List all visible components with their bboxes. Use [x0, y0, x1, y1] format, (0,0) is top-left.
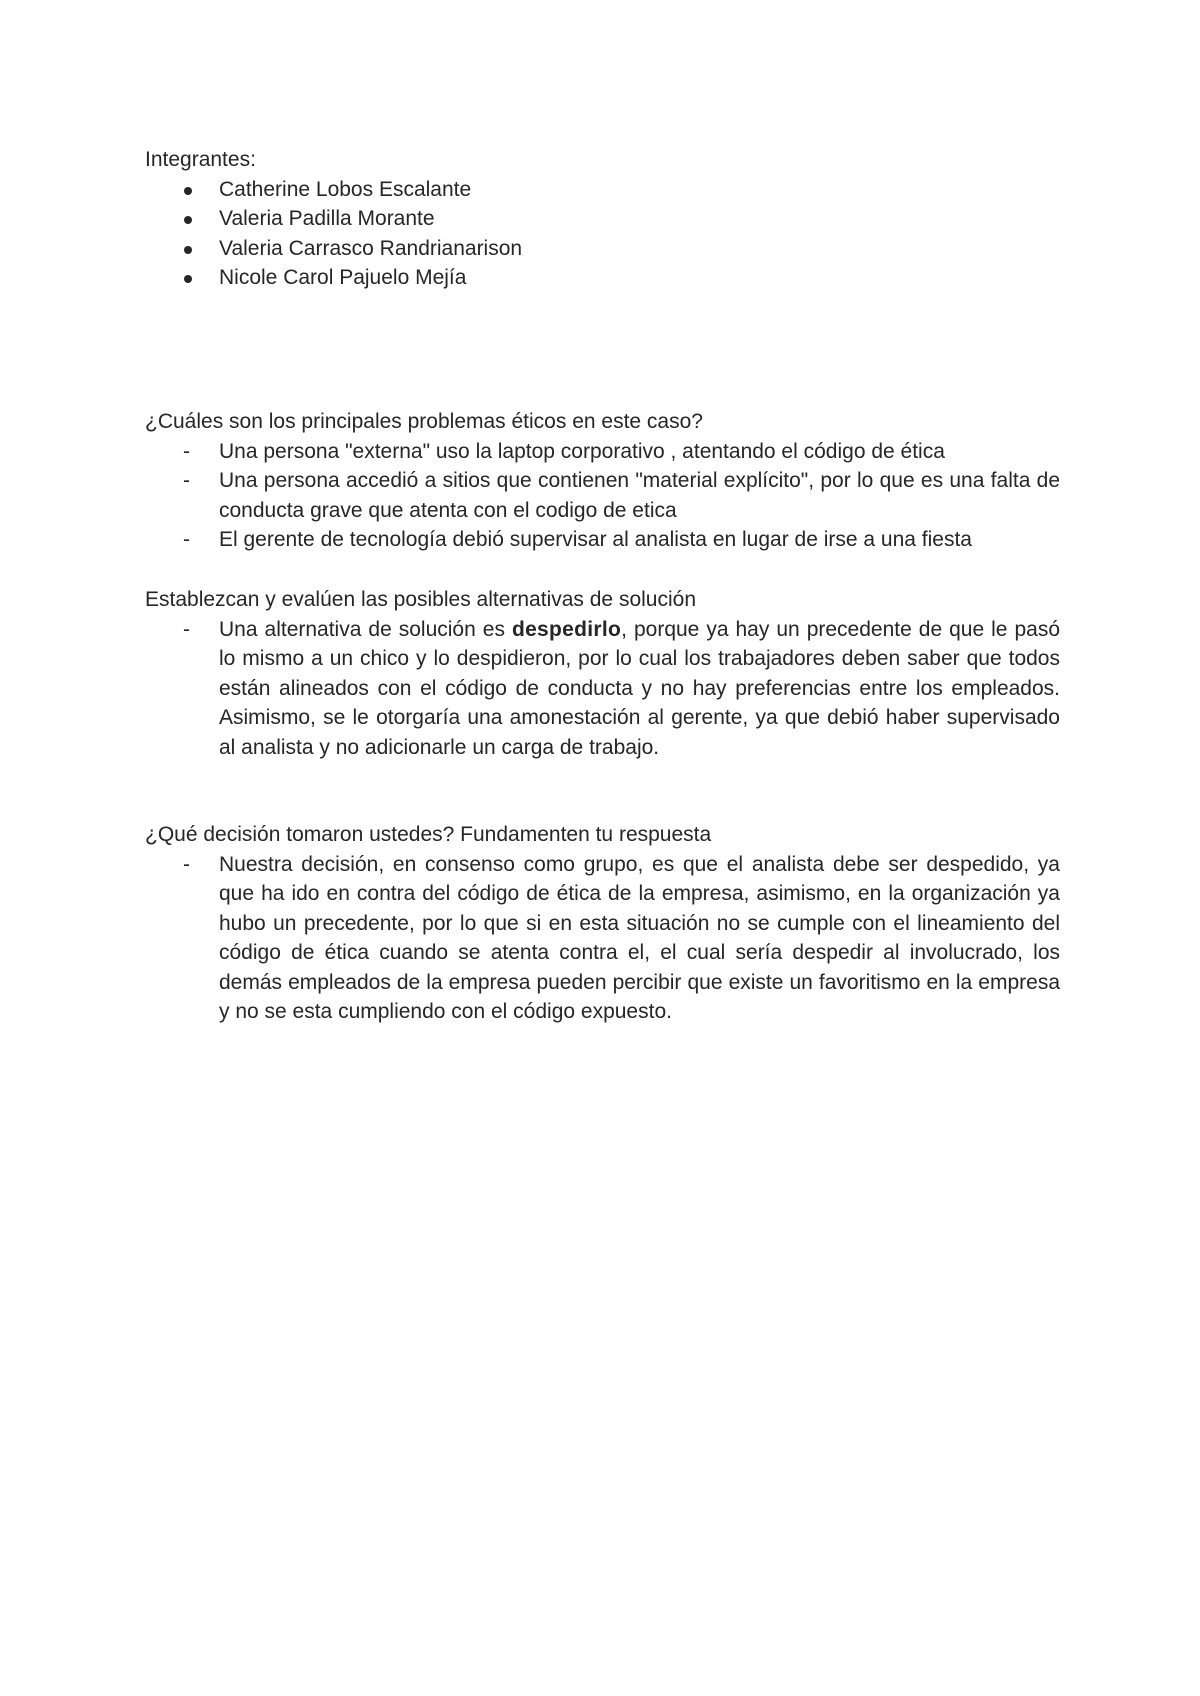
question3-list-item	[145, 850, 1060, 1027]
members-heading: Integrantes:	[145, 148, 256, 171]
members-section	[145, 145, 1060, 293]
question1-list	[145, 437, 1060, 555]
question1-list-item	[145, 525, 1060, 555]
question1-section	[145, 407, 1060, 555]
member-name: Valeria Padilla Morante	[219, 207, 435, 230]
question3-section	[145, 820, 1060, 1027]
question1-item-text: Una persona "externa" uso la laptop corporativo , atentando el código de ética	[219, 439, 945, 463]
bullet-icon	[184, 246, 192, 254]
question1-list-item	[145, 466, 1060, 525]
question3-list	[145, 850, 1060, 1027]
bullet-icon	[184, 216, 192, 224]
dash-bullet: -	[183, 852, 190, 876]
member-name: Valeria Carrasco Randrianarison	[219, 236, 523, 260]
dash-bullet: -	[183, 528, 190, 551]
question1-heading: ¿Cuáles son los principales problemas éticos en este caso?	[145, 410, 703, 433]
question2-item-bold-text: despedirlo	[511, 617, 622, 641]
member-list-item	[145, 263, 1060, 293]
question2-list	[145, 615, 1060, 763]
question2-heading: Establezcan y evalúen las posibles alternativas de solución	[145, 588, 696, 611]
member-list-item	[145, 234, 1060, 264]
member-list-item	[145, 204, 1060, 234]
question2-section	[145, 585, 1060, 762]
question3-heading: ¿Qué decisión tomaron ustedes? Fundamenten tu respuesta	[145, 823, 712, 846]
members-list	[145, 175, 1060, 293]
dash-bullet: -	[183, 469, 190, 492]
question3-item-text: Nuestra decisión, en consenso como grupo, es que el analista debe ser despedido, ya que ha ido en contra del código de ética de la empresa, asimismo, en la organización ya hubo un precedente, por lo que si en esta situación no se cumple con el lineamiento del código de ética cuando se atenta contra el, el cual sería despedir al involucrado, los demás empleados de la empresa pueden percibir que existe un favoritismo en la empresa y no se esta cumpliendo con el código expuesto.	[219, 852, 1060, 1023]
question1-item-text: El gerente de tecnología debió supervisar al analista en lugar de irse a una fiesta	[219, 528, 972, 551]
question1-item-text: Una persona accedió a sitios que contienen "material explícito", por lo que es una falta de conducta grave que atenta con el codigo de etica	[219, 469, 1060, 522]
member-list-item	[145, 175, 1060, 205]
member-name: Catherine Lobos Escalante	[219, 177, 472, 201]
question2-list-item	[145, 615, 1060, 763]
question2-item-text-end: , porque ya hay un precedente de que le pasó lo mismo a un chico y lo despidieron, por lo cual los trabajadores deben saber que todos están alineados con el código de conducta y no hay preferencias entre los empleados. Asimismo, se le otorgaría una amonestación al gerente, ya que debió haber supervisado al analista y no adicionarle un carga de trabajo.	[219, 617, 1060, 759]
dash-bullet: -	[183, 617, 190, 641]
bullet-icon	[184, 275, 192, 283]
member-name: Nicole Carol Pajuelo Mejía	[219, 266, 467, 289]
bullet-icon	[184, 187, 192, 195]
question2-item-text-start: Una alternativa de solución es	[219, 617, 512, 641]
dash-bullet: -	[183, 439, 190, 463]
question1-list-item	[145, 437, 1060, 467]
